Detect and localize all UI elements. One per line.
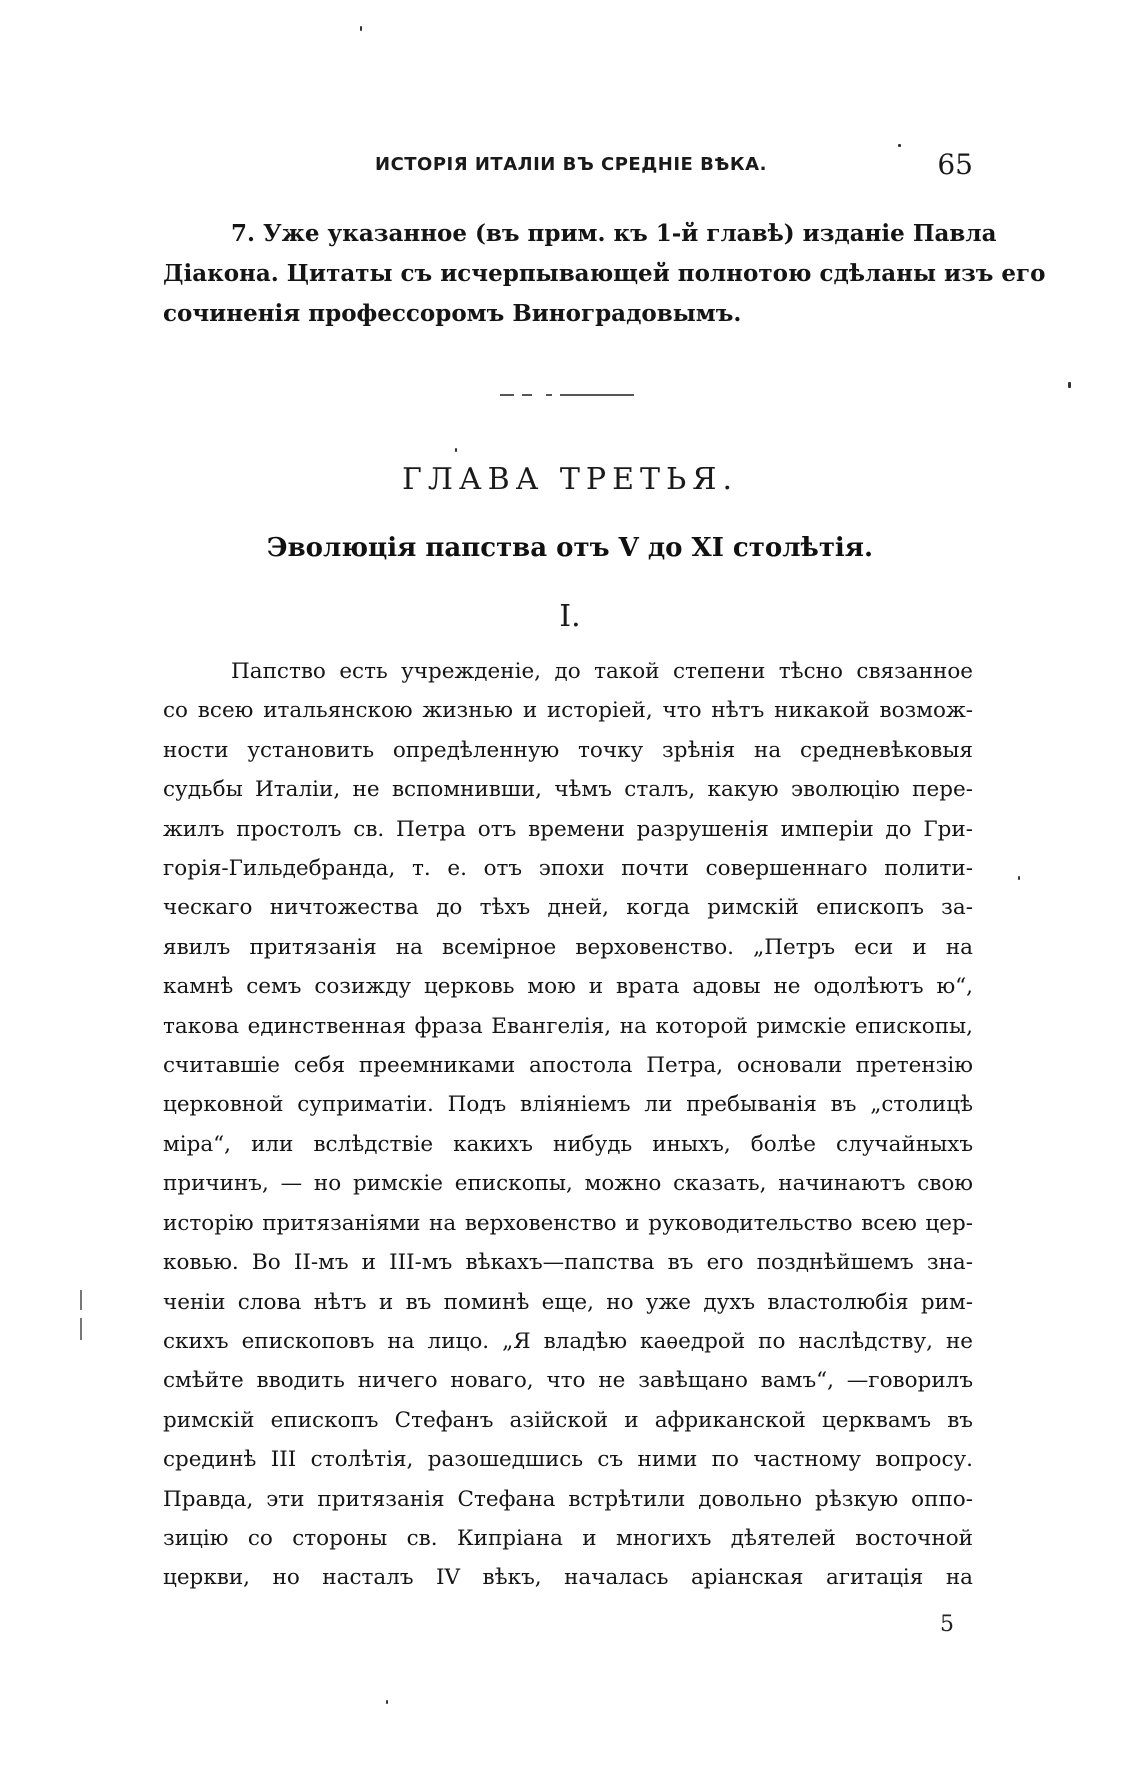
scan-speck (386, 1700, 388, 1704)
scan-speck (898, 144, 901, 147)
footnote-block (163, 214, 1046, 334)
body-line: горія-Гильдебранда, т. е. отъ эпохи почти совершеннаго полити- (163, 856, 973, 882)
body-line: исторію притязаніями на верховенство и руководительство всею цер- (163, 1210, 973, 1236)
body-line: судьбы Италіи, не вспомнивши, чѣмъ сталъ, какую эволюцію пере- (163, 777, 973, 803)
divider-dash (546, 394, 552, 396)
running-title: ИСТОРІЯ ИТАЛІИ ВЪ СРЕДНІЕ ВѢКА. (375, 154, 767, 175)
body-line: Папство есть учрежденіе, до такой степени тѣсно связанное (231, 659, 973, 684)
body-line: камнѣ семъ созижду церковь мою и врата адовы не одолѣютъ ю“, (163, 974, 973, 1000)
body-line: ческаго ничтожества до тѣхъ дней, когда римскій епископъ за- (163, 895, 973, 921)
body-line: зицію со стороны св. Кипріана и многихъ дѣятелей восточной (163, 1525, 973, 1551)
scan-edge-mark (80, 1318, 82, 1340)
chapter-subtitle: Эволюція папства отъ V до XI столѣтія. (266, 533, 874, 563)
scan-speck (1018, 876, 1020, 880)
divider-dash (500, 394, 514, 396)
body-line: церкви, но насталъ IV вѣкъ, началась аріанская агитація на (163, 1565, 973, 1591)
body-line: римскій епископъ Стефанъ азійской и африканской церквамъ въ (163, 1407, 973, 1433)
scan-speck (1068, 382, 1071, 388)
body-line: міра“, или вслѣдствіе какихъ нибудь иныхъ, болѣе случайныхъ (163, 1131, 973, 1157)
body-line: церковной суприматіи. Подъ вліяніемъ ли пребыванія въ „столицѣ (163, 1092, 973, 1118)
scan-speck (360, 26, 362, 31)
section-number: I. (559, 599, 581, 634)
body-line: явилъ притязанія на всемірное верховенство. „Петръ еси и на (163, 934, 973, 960)
running-head (163, 148, 973, 188)
body-line: срединѣ III столѣтія, разошедшись съ ними по частному вопросу. (163, 1447, 973, 1473)
body-line: ковью. Во II-мъ и III-мъ вѣкахъ—папства въ его позднѣйшемъ зна- (163, 1250, 973, 1276)
section-divider (500, 394, 634, 396)
body-line: считавшіе себя преемниками апостола Петра, основали претензію (163, 1053, 973, 1079)
scan-speck (455, 448, 457, 452)
body-line: смѣйте вводить ничего новаго, что не завѣщано вамъ“, —говорилъ (163, 1368, 973, 1394)
page-number: 65 (937, 148, 973, 181)
footnote-line: 7. Уже указанное (въ прим. къ 1-й главѣ) изданіе Павла (231, 220, 997, 247)
body-line: Правда, эти притязанія Стефана встрѣтили довольно рѣзкую оппо- (163, 1486, 973, 1512)
body-line: такова единственная фраза Евангелія, на которой римскіе епископы, (163, 1013, 973, 1039)
body-line: ности установить опредѣленную точку зрѣнія на средневѣковыя (163, 737, 973, 763)
body-paragraph (163, 652, 973, 1598)
signature-mark: 5 (940, 1612, 954, 1637)
body-line: скихъ епископовъ на лицо. „Я владѣю каѳедрой по наслѣдству, не (163, 1328, 973, 1354)
footnote-line: сочиненія профессоромъ Виноградовымъ. (163, 300, 742, 327)
chapter-title: ГЛАВА ТРЕТЬЯ. (401, 462, 738, 497)
body-line: жилъ простолъ св. Петра отъ времени разрушенія имперіи до Гри- (163, 816, 973, 842)
divider-dash (560, 394, 634, 396)
scan-edge-mark (80, 1290, 82, 1310)
body-line: со всею итальянскою жизнью и исторіей, что нѣтъ никакой возмож- (163, 698, 973, 724)
footnote-line: Діакона. Цитаты съ исчерпывающей полнотою сдѣланы изъ его (163, 260, 1046, 287)
divider-dash (522, 394, 532, 396)
body-line: ченіи слова нѣтъ и въ поминѣ еще, но уже духъ властолюбія рим- (163, 1289, 973, 1315)
body-line: причинъ, — но римскіе епископы, можно сказать, начинаютъ свою (163, 1171, 973, 1197)
